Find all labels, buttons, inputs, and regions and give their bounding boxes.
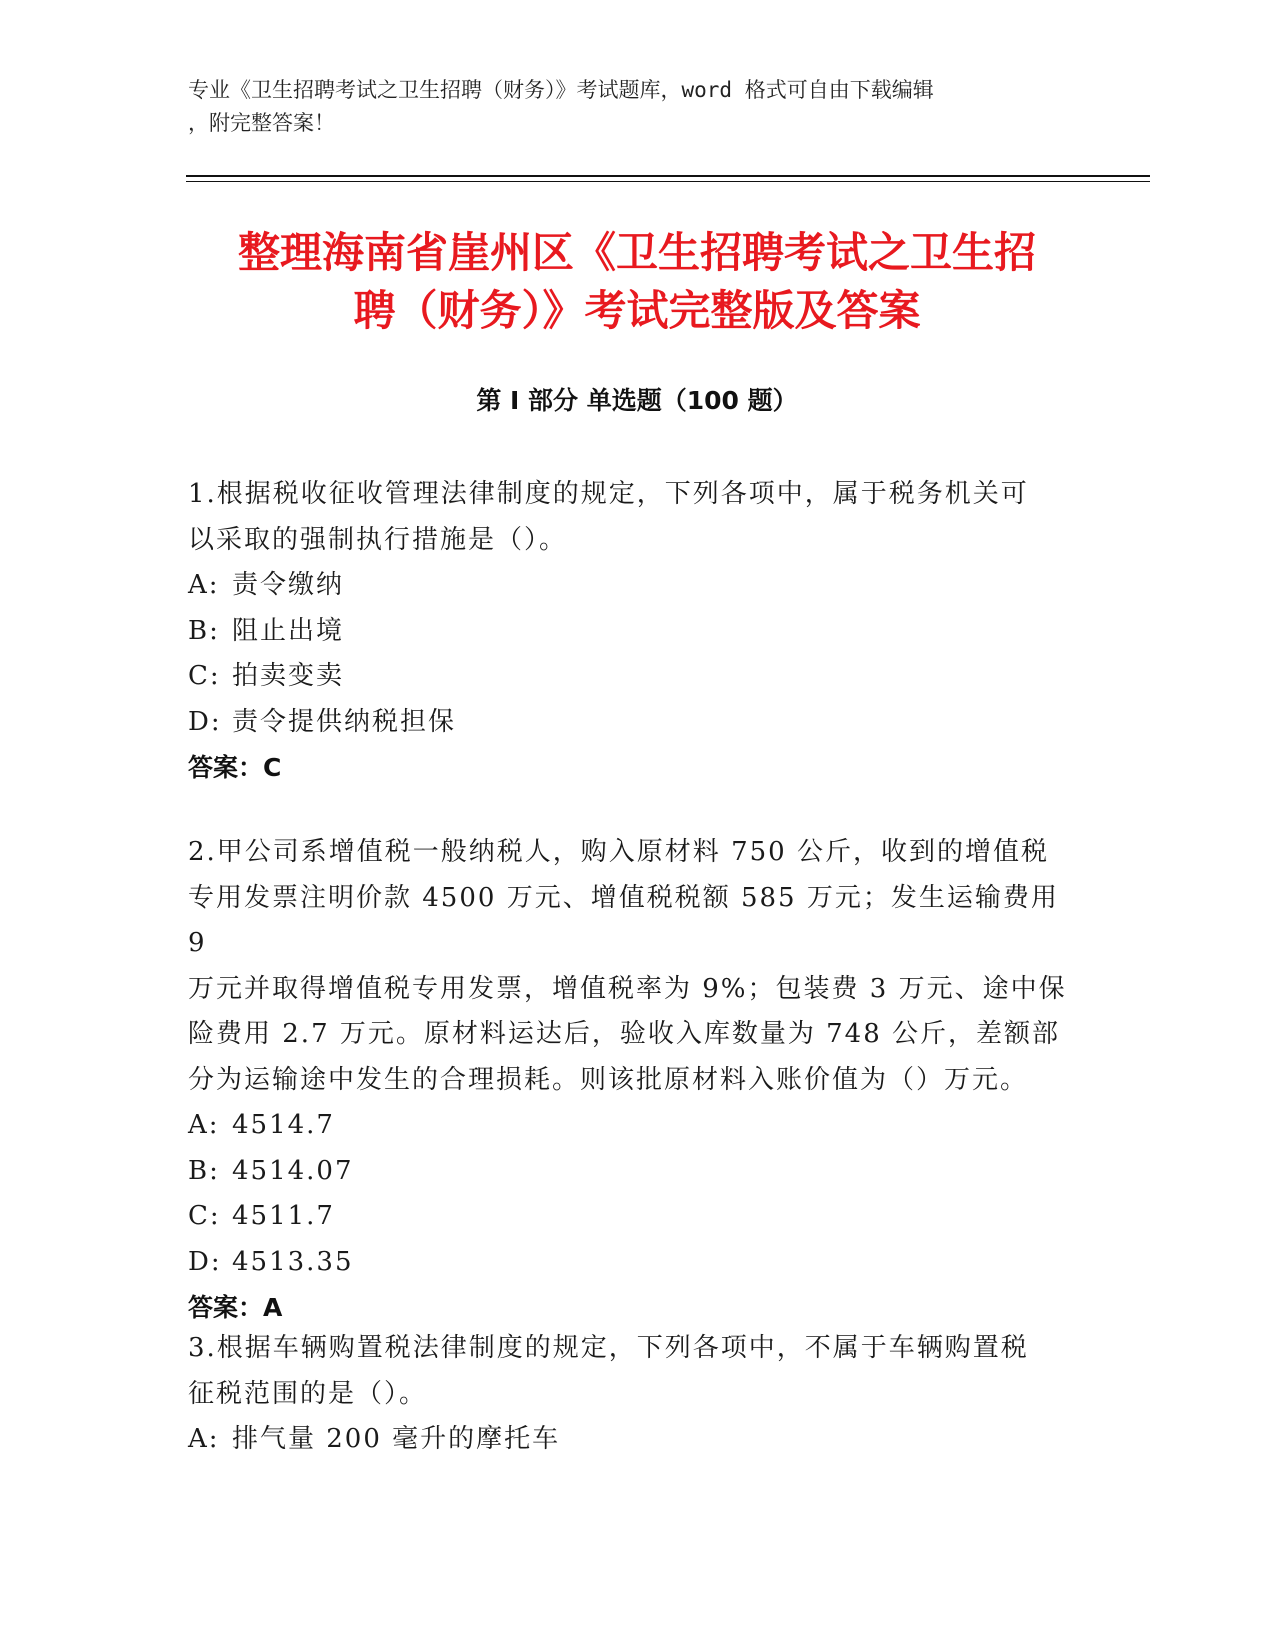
option-key: D: [188, 1246, 222, 1277]
question-2 [188, 830, 1068, 1331]
option-text: 4513.35 [232, 1246, 354, 1277]
question-stem-line: 专用发票注明价款 4500 万元、增值税税额 585 万元；发生运输费用 9 [188, 882, 1059, 958]
header-divider-thick [186, 175, 1150, 177]
option-d [188, 1240, 1068, 1286]
option-c [188, 1194, 1068, 1240]
document-title [186, 224, 1088, 340]
option-key: A: [188, 570, 220, 600]
document-title-line: 整理海南省崖州区《卫生招聘考试之卫生招 [237, 228, 1036, 277]
question-stem-line: 万元并取得增值税专用发票，增值税率为 9%；包装费 3 万元、途中保 [188, 973, 1067, 1004]
option-text: 责令提供纳税担保 [232, 706, 457, 737]
question-stem-line: 险费用 2.7 万元。原材料运达后，验收入库数量为 748 公斤，差额部 [188, 1019, 1061, 1049]
question-stem-line: 分为运输途中发生的合理损耗。则该批原材料入账价值为（）万元。 [188, 1064, 1029, 1095]
question-3 [188, 1326, 1068, 1463]
option-a [188, 1103, 1068, 1149]
question-stem-line: 3.根据车辆购置税法律制度的规定，下列各项中，不属于车辆购置税 [188, 1333, 1029, 1363]
option-key: D: [188, 706, 222, 737]
option-text: 责令缴纳 [232, 570, 345, 600]
option-text: 4514.7 [232, 1110, 335, 1140]
question-stem-line: 2.甲公司系增值税一般纳税人，购入原材料 750 公斤，收到的增值税 [188, 837, 1049, 867]
option-d [188, 700, 1068, 746]
option-key: C: [188, 1201, 221, 1231]
option-b [188, 609, 1068, 655]
header-note [188, 74, 1068, 140]
option-a [188, 1417, 1068, 1463]
option-text: 排气量 200 毫升的摩托车 [232, 1424, 561, 1454]
option-text: 拍卖变卖 [232, 661, 345, 691]
section-heading: 第 I 部分 单选题（100 题） [476, 386, 798, 415]
option-c [188, 654, 1068, 700]
option-text: 阻止出境 [232, 615, 345, 646]
header-divider-thin [186, 181, 1150, 182]
answer-line: 答案：A [188, 1293, 283, 1322]
question-stem-line: 征税范围的是（）。 [188, 1378, 428, 1409]
option-b [188, 1149, 1068, 1195]
header-note-line: 专业《卫生招聘考试之卫生招聘（财务）》考试题库，word 格式可自由下载编辑 [188, 78, 934, 102]
option-text: 4511.7 [232, 1201, 335, 1231]
option-key: A: [188, 1424, 220, 1454]
question-1 [188, 472, 1068, 791]
header-note-line: ，附完整答案！ [188, 111, 335, 135]
option-key: A: [188, 1110, 220, 1140]
answer-line: 答案：C [188, 753, 282, 782]
option-text: 4514.07 [232, 1155, 354, 1186]
question-stem-line: 以采取的强制执行措施是（）。 [188, 524, 568, 555]
option-key: B: [188, 1155, 220, 1186]
option-key: B: [188, 615, 220, 646]
question-stem-line: 1.根据税收征收管理法律制度的规定，下列各项中，属于税务机关可 [188, 479, 1029, 509]
option-a [188, 563, 1068, 609]
option-key: C: [188, 661, 221, 691]
document-title-line: 聘（财务）》考试完整版及答案 [353, 286, 921, 335]
